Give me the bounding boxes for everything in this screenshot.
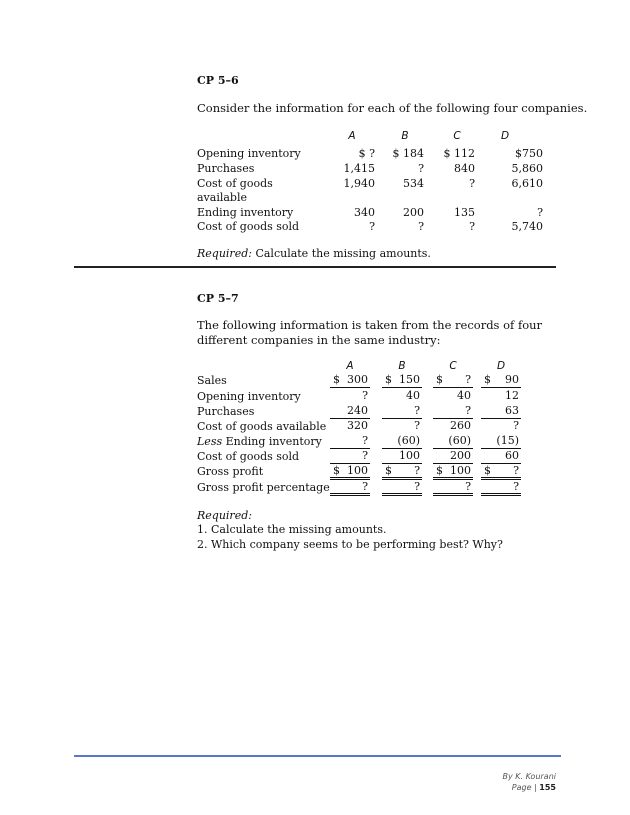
cp57-row-label: Gross profit [197,465,264,478]
cp57-cell: $ ? [481,464,521,480]
cp56-cell: $ 112 [443,147,475,160]
cp56-row-label: Cost of goods [197,177,273,190]
cp56-row-label: Cost of goods sold [197,220,300,233]
cp57-cell: $ ? [382,464,422,480]
cp57-cell: 40 [406,389,420,402]
cp56-cell: 840 [454,162,475,175]
cp56-required-text: Calculate the missing amounts. [251,247,431,260]
cp57-row-label: Purchases [197,405,255,418]
cp57-cell: ? [414,419,420,432]
cp57-cell: 240 [330,404,370,419]
cp57-cell: 260 [450,419,471,432]
cp57-cell: $ 90 [481,373,521,388]
cp57-cell: ? [382,404,422,419]
cp56-cell: 340 [354,206,375,219]
cp57-row-label: Gross profit percentage [197,481,330,494]
cp57-cell: 200 [433,449,473,464]
cp57-cell: ? [330,434,370,449]
cp57-cell: ? [362,389,368,402]
cp57-cell: $ 100 [433,464,473,480]
footer-page-number: 155 [539,783,556,792]
cp57-cell: 320 [347,419,368,432]
footer-page-label: Page | [511,783,540,792]
cp57-row-label: Cost of goods sold [197,450,300,463]
cp56-cell: ? [469,220,475,233]
footer-rule [74,755,561,757]
cp57-cell: ? [513,419,519,432]
cp56-required-label: Required: [197,247,252,260]
cp57-row-label: Opening inventory [197,390,301,403]
cp57-cell: (60) [382,434,422,449]
cp57-cell: $ 100 [330,464,370,480]
cp57-col-a: A [346,360,354,372]
cp57-col-b: B [398,360,406,372]
cp56-cell: 200 [403,206,424,219]
cp56-row-label: Opening inventory [197,147,301,160]
cp57-cell: $ 150 [382,373,422,388]
cp57-cell: $ ? [433,373,473,388]
cp57-cell: 63 [481,404,521,419]
section-divider [74,266,556,268]
cp56-cell: ? [537,206,543,219]
footer-page [512,783,556,792]
cp57-cell: ? [330,449,370,464]
cp56-cell: ? [369,220,375,233]
cp57-cell: 12 [505,389,519,402]
cp57-cell: ? [481,480,521,496]
cp57-cell: 40 [457,389,471,402]
cp56-cell: ? [469,177,475,190]
cp56-intro: Consider the information for each of the following four companies. [197,101,588,115]
cp56-row-label: Purchases [197,162,255,175]
cp57-col-d: D [496,360,506,372]
cp56-cell: 6,610 [511,177,543,190]
cp56-row-label-line2: available [197,191,247,204]
cp56-required [197,246,431,261]
cp56-cell: 534 [403,177,424,190]
cp57-required-item-1: 1. Calculate the missing amounts. [197,523,387,536]
cp56-cell: 1,415 [343,162,375,175]
cp57-row-label: Sales [197,374,227,387]
cp57-cell: ? [330,480,370,496]
cp57-cell: (60) [433,434,473,449]
cp56-cell: $ 184 [392,147,424,160]
cp56-col-b: B [401,130,409,142]
cp57-intro-line2: different companies in the same industry: [197,333,441,347]
cp56-cell: ? [418,162,424,175]
cp56-heading: CP 5–6 [197,74,239,87]
cp57-cell: (15) [481,434,521,449]
cp57-row-label-prefix: Less [197,435,223,448]
cp57-row-label: Cost of goods available [197,420,327,433]
cp57-heading: CP 5–7 [197,292,239,305]
cp57-col-c: C [449,360,457,372]
cp57-cell: 100 [382,449,422,464]
cp56-cell: $ ? [358,147,375,160]
footer-author: By K. Kourani [502,772,556,781]
cp56-cell: 5,860 [511,162,543,175]
cp57-cell: ? [382,480,422,496]
cp57-cell: 60 [481,449,521,464]
cp57-required-label: Required: [197,509,252,522]
cp56-col-c: C [453,130,461,142]
cp57-intro-line1: The following information is taken from the records of four [197,318,543,332]
cp56-col-a: A [348,130,356,142]
cp56-col-d: D [500,130,510,142]
cp56-cell: 5,740 [511,220,543,233]
cp57-row-label: Less Ending inventory [197,435,322,448]
cp56-cell: 1,940 [343,177,375,190]
cp56-cell: ? [418,220,424,233]
cp56-row-label: Ending inventory [197,206,294,219]
cp56-cell: $750 [515,147,543,160]
cp57-cell: ? [433,404,473,419]
cp57-required-item-2: 2. Which company seems to be performing best? Why? [197,538,503,551]
cp57-cell: ? [433,480,473,496]
cp57-cell: $ 300 [330,373,370,388]
cp56-cell: 135 [454,206,475,219]
